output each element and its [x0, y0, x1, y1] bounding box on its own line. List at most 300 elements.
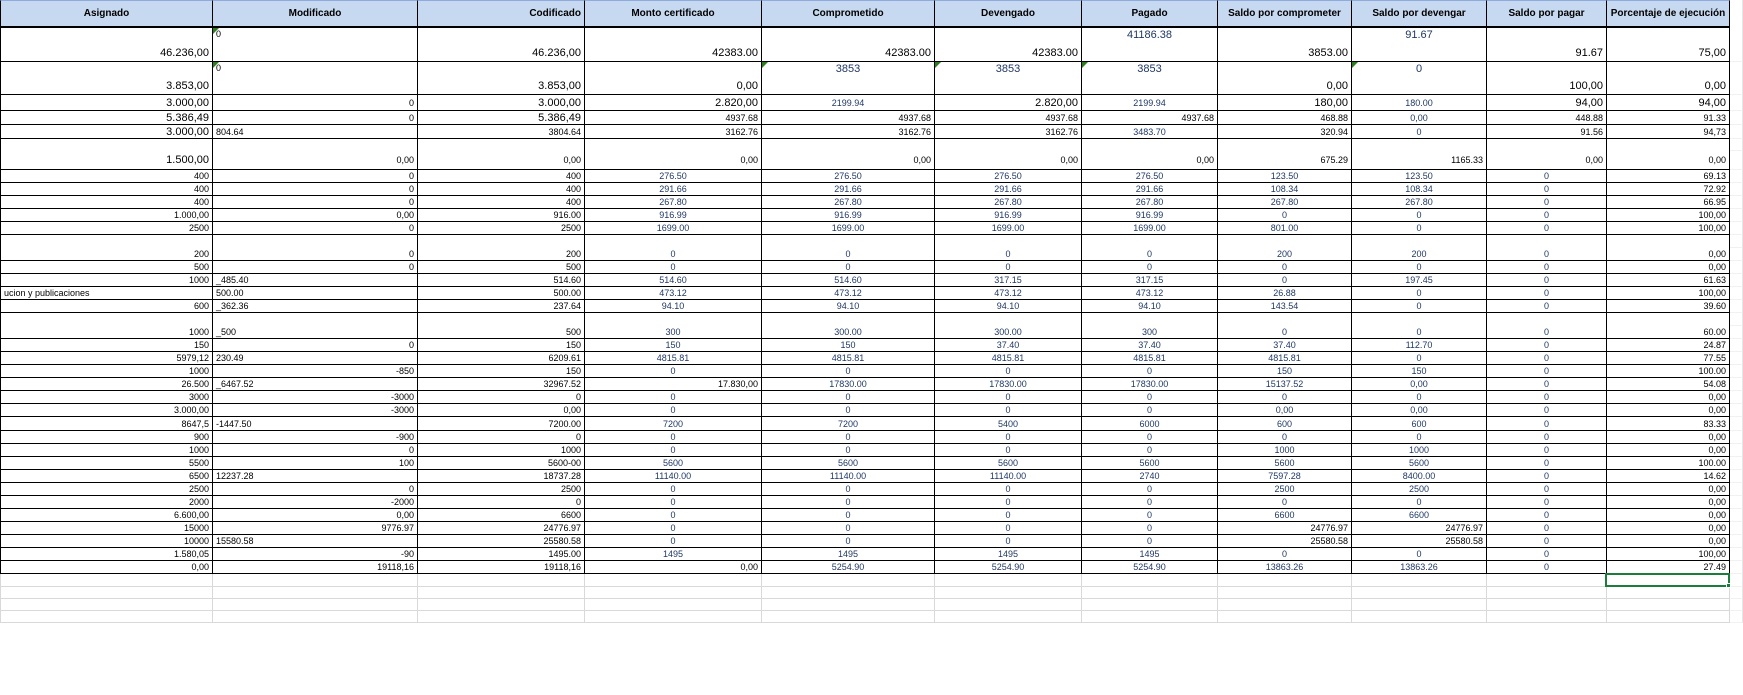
table-cell[interactable]: [0, 170, 213, 183]
table-cell[interactable]: [1082, 326, 1218, 339]
table-cell[interactable]: [418, 599, 585, 611]
table-cell[interactable]: [1082, 483, 1218, 496]
table-cell[interactable]: [1607, 261, 1730, 274]
table-cell[interactable]: [1607, 548, 1730, 561]
table-cell[interactable]: [1082, 587, 1218, 599]
table-cell[interactable]: [418, 574, 585, 587]
table-cell[interactable]: [585, 248, 762, 261]
table-cell[interactable]: [0, 391, 213, 404]
table-cell[interactable]: [1607, 209, 1730, 222]
table-cell[interactable]: [1487, 261, 1607, 274]
table-cell[interactable]: [1352, 28, 1487, 62]
table-cell[interactable]: [418, 222, 585, 235]
table-cell[interactable]: [585, 496, 762, 509]
table-cell[interactable]: [1352, 587, 1487, 599]
table-cell[interactable]: [1352, 300, 1487, 313]
table-cell[interactable]: [1607, 611, 1730, 623]
table-cell[interactable]: [1218, 183, 1352, 196]
table-cell[interactable]: [1082, 235, 1218, 248]
table-cell[interactable]: [762, 95, 935, 111]
table-cell[interactable]: [935, 483, 1082, 496]
table-cell[interactable]: [0, 62, 213, 95]
table-cell[interactable]: [1607, 509, 1730, 522]
table-cell[interactable]: [935, 274, 1082, 287]
table-cell[interactable]: [935, 391, 1082, 404]
column-header[interactable]: Devengado: [935, 0, 1082, 28]
table-cell[interactable]: [1082, 378, 1218, 391]
table-cell[interactable]: [935, 326, 1082, 339]
table-cell[interactable]: [418, 522, 585, 535]
table-cell[interactable]: [1607, 196, 1730, 209]
table-cell[interactable]: [762, 611, 935, 623]
table-cell[interactable]: [1352, 248, 1487, 261]
table-cell[interactable]: [1352, 444, 1487, 457]
table-cell[interactable]: [1352, 151, 1487, 170]
table-cell[interactable]: [1352, 599, 1487, 611]
table-cell[interactable]: [1352, 183, 1487, 196]
table-cell[interactable]: [762, 170, 935, 183]
table-cell[interactable]: [762, 139, 935, 151]
table-cell[interactable]: [935, 261, 1082, 274]
table-cell[interactable]: [213, 561, 418, 574]
table-cell[interactable]: [1607, 365, 1730, 378]
table-cell[interactable]: [0, 125, 213, 139]
table-cell[interactable]: [585, 313, 762, 326]
table-cell[interactable]: [213, 509, 418, 522]
table-cell[interactable]: [762, 457, 935, 470]
table-cell[interactable]: [585, 391, 762, 404]
table-cell[interactable]: [213, 139, 418, 151]
table-cell[interactable]: [1607, 483, 1730, 496]
table-cell[interactable]: [762, 561, 935, 574]
table-cell[interactable]: [585, 470, 762, 483]
table-cell[interactable]: [585, 287, 762, 300]
table-cell[interactable]: [1607, 95, 1730, 111]
table-cell[interactable]: [935, 444, 1082, 457]
table-cell[interactable]: [418, 248, 585, 261]
table-cell[interactable]: [1082, 196, 1218, 209]
table-cell[interactable]: [935, 28, 1082, 62]
table-cell[interactable]: [0, 95, 213, 111]
table-cell[interactable]: [1487, 587, 1607, 599]
table-cell[interactable]: [418, 261, 585, 274]
table-cell[interactable]: [213, 378, 418, 391]
table-cell[interactable]: [762, 209, 935, 222]
table-cell[interactable]: [1352, 522, 1487, 535]
table-cell[interactable]: [1487, 431, 1607, 444]
table-cell[interactable]: [1487, 378, 1607, 391]
table-cell[interactable]: [213, 151, 418, 170]
table-cell[interactable]: [935, 62, 1082, 95]
table-cell[interactable]: [1218, 404, 1352, 417]
table-cell[interactable]: [0, 287, 213, 300]
table-cell[interactable]: [213, 548, 418, 561]
table-cell[interactable]: [1487, 170, 1607, 183]
table-cell[interactable]: [418, 352, 585, 365]
table-cell[interactable]: [1607, 352, 1730, 365]
table-cell[interactable]: [0, 209, 213, 222]
table-cell[interactable]: [1487, 509, 1607, 522]
table-cell[interactable]: [935, 235, 1082, 248]
table-cell[interactable]: [1607, 391, 1730, 404]
table-cell[interactable]: [1352, 611, 1487, 623]
table-cell[interactable]: [585, 599, 762, 611]
table-cell[interactable]: [585, 125, 762, 139]
table-cell[interactable]: [935, 404, 1082, 417]
table-cell[interactable]: [762, 287, 935, 300]
table-cell[interactable]: [418, 209, 585, 222]
table-cell[interactable]: [762, 125, 935, 139]
table-cell[interactable]: [418, 587, 585, 599]
table-cell[interactable]: [213, 457, 418, 470]
table-cell[interactable]: [213, 404, 418, 417]
table-cell[interactable]: [1082, 222, 1218, 235]
table-cell[interactable]: [213, 391, 418, 404]
table-cell[interactable]: [762, 235, 935, 248]
table-cell[interactable]: [585, 111, 762, 125]
table-cell[interactable]: [418, 196, 585, 209]
table-cell[interactable]: [1218, 209, 1352, 222]
table-cell[interactable]: [1218, 261, 1352, 274]
table-cell[interactable]: [935, 457, 1082, 470]
table-cell[interactable]: [1487, 139, 1607, 151]
table-cell[interactable]: [762, 196, 935, 209]
table-cell[interactable]: [585, 574, 762, 587]
column-header[interactable]: Asignado: [0, 0, 213, 28]
table-cell[interactable]: [935, 222, 1082, 235]
table-cell[interactable]: [935, 548, 1082, 561]
table-cell[interactable]: [1487, 417, 1607, 431]
table-cell[interactable]: [585, 300, 762, 313]
table-cell[interactable]: [213, 339, 418, 352]
table-cell[interactable]: [213, 611, 418, 623]
table-cell[interactable]: [1352, 496, 1487, 509]
table-cell[interactable]: [0, 599, 213, 611]
table-cell[interactable]: [0, 183, 213, 196]
table-cell[interactable]: [585, 95, 762, 111]
table-cell[interactable]: [1607, 300, 1730, 313]
table-cell[interactable]: [585, 209, 762, 222]
column-header[interactable]: Codificado: [418, 0, 585, 28]
table-cell[interactable]: [213, 222, 418, 235]
table-cell[interactable]: [935, 365, 1082, 378]
table-cell[interactable]: [1082, 431, 1218, 444]
table-cell[interactable]: [585, 261, 762, 274]
table-cell[interactable]: [1487, 125, 1607, 139]
table-cell[interactable]: [935, 535, 1082, 548]
table-cell[interactable]: [585, 274, 762, 287]
table-cell[interactable]: [1218, 574, 1352, 587]
table-cell[interactable]: [0, 470, 213, 483]
table-cell[interactable]: [585, 444, 762, 457]
table-cell[interactable]: [1218, 444, 1352, 457]
table-cell[interactable]: [1487, 404, 1607, 417]
table-cell[interactable]: [762, 313, 935, 326]
table-cell[interactable]: [1218, 548, 1352, 561]
table-cell[interactable]: [1607, 326, 1730, 339]
table-cell[interactable]: [1082, 611, 1218, 623]
table-cell[interactable]: [1487, 300, 1607, 313]
table-cell[interactable]: [0, 196, 213, 209]
table-cell[interactable]: [585, 548, 762, 561]
table-cell[interactable]: [1352, 274, 1487, 287]
table-cell[interactable]: [1487, 365, 1607, 378]
table-cell[interactable]: [762, 599, 935, 611]
table-cell[interactable]: [213, 417, 418, 431]
table-cell[interactable]: [418, 339, 585, 352]
table-cell[interactable]: [1082, 444, 1218, 457]
table-cell[interactable]: [1218, 313, 1352, 326]
table-cell[interactable]: [0, 457, 213, 470]
table-cell[interactable]: [935, 209, 1082, 222]
table-cell[interactable]: [762, 111, 935, 125]
table-cell[interactable]: [1487, 235, 1607, 248]
table-cell[interactable]: [1607, 574, 1730, 587]
table-cell[interactable]: [1487, 391, 1607, 404]
table-cell[interactable]: [1218, 417, 1352, 431]
table-cell[interactable]: [418, 326, 585, 339]
table-cell[interactable]: [585, 339, 762, 352]
table-cell[interactable]: [0, 326, 213, 339]
table-cell[interactable]: [1352, 431, 1487, 444]
table-cell[interactable]: [585, 404, 762, 417]
table-cell[interactable]: [1082, 261, 1218, 274]
table-cell[interactable]: [1218, 611, 1352, 623]
table-cell[interactable]: [1218, 391, 1352, 404]
table-cell[interactable]: [762, 496, 935, 509]
table-cell[interactable]: [762, 417, 935, 431]
table-cell[interactable]: [418, 95, 585, 111]
table-cell[interactable]: [213, 352, 418, 365]
table-cell[interactable]: [213, 209, 418, 222]
table-cell[interactable]: [1082, 139, 1218, 151]
table-cell[interactable]: [1352, 509, 1487, 522]
table-cell[interactable]: [1487, 444, 1607, 457]
table-cell[interactable]: [1082, 28, 1218, 62]
table-cell[interactable]: [1352, 125, 1487, 139]
table-cell[interactable]: [0, 535, 213, 548]
table-cell[interactable]: [1487, 274, 1607, 287]
table-cell[interactable]: [1218, 599, 1352, 611]
table-cell[interactable]: [585, 352, 762, 365]
table-cell[interactable]: [0, 300, 213, 313]
fill-handle[interactable]: [1726, 583, 1731, 588]
table-cell[interactable]: [1082, 365, 1218, 378]
table-cell[interactable]: [1218, 457, 1352, 470]
table-cell[interactable]: [1607, 587, 1730, 599]
table-cell[interactable]: [1487, 248, 1607, 261]
table-cell[interactable]: [418, 391, 585, 404]
table-cell[interactable]: [1487, 313, 1607, 326]
table-cell[interactable]: [935, 287, 1082, 300]
table-cell[interactable]: [0, 378, 213, 391]
table-cell[interactable]: [762, 522, 935, 535]
table-cell[interactable]: [1082, 535, 1218, 548]
table-cell[interactable]: [0, 28, 213, 62]
table-cell[interactable]: [762, 248, 935, 261]
table-cell[interactable]: [1082, 111, 1218, 125]
table-cell[interactable]: [1082, 125, 1218, 139]
selected-cell[interactable]: [1605, 573, 1730, 587]
table-cell[interactable]: [935, 170, 1082, 183]
table-cell[interactable]: [935, 248, 1082, 261]
table-cell[interactable]: [1352, 95, 1487, 111]
table-cell[interactable]: [762, 300, 935, 313]
table-cell[interactable]: [1082, 95, 1218, 111]
table-cell[interactable]: [0, 483, 213, 496]
table-cell[interactable]: [1607, 183, 1730, 196]
table-cell[interactable]: [1218, 235, 1352, 248]
table-cell[interactable]: [1487, 548, 1607, 561]
table-cell[interactable]: [1487, 339, 1607, 352]
table-cell[interactable]: [762, 274, 935, 287]
table-cell[interactable]: [1218, 378, 1352, 391]
column-header[interactable]: Pagado: [1082, 0, 1218, 28]
table-cell[interactable]: [935, 522, 1082, 535]
table-cell[interactable]: [213, 95, 418, 111]
table-cell[interactable]: [1607, 404, 1730, 417]
table-cell[interactable]: [0, 139, 213, 151]
table-cell[interactable]: [762, 404, 935, 417]
table-cell[interactable]: [1352, 222, 1487, 235]
table-cell[interactable]: [213, 183, 418, 196]
table-cell[interactable]: [1218, 470, 1352, 483]
table-cell[interactable]: [1352, 378, 1487, 391]
table-cell[interactable]: [213, 248, 418, 261]
table-cell[interactable]: [935, 611, 1082, 623]
table-cell[interactable]: [1487, 352, 1607, 365]
table-cell[interactable]: [0, 611, 213, 623]
table-cell[interactable]: [213, 62, 418, 95]
column-header[interactable]: Saldo por devengar: [1352, 0, 1487, 28]
table-cell[interactable]: [1082, 548, 1218, 561]
table-cell[interactable]: [762, 431, 935, 444]
table-cell[interactable]: [1607, 287, 1730, 300]
table-cell[interactable]: [585, 483, 762, 496]
table-cell[interactable]: [213, 365, 418, 378]
table-cell[interactable]: [0, 431, 213, 444]
table-cell[interactable]: [1487, 574, 1607, 587]
table-cell[interactable]: [935, 561, 1082, 574]
table-cell[interactable]: [1607, 599, 1730, 611]
table-cell[interactable]: [585, 62, 762, 95]
table-cell[interactable]: [1607, 170, 1730, 183]
table-cell[interactable]: [418, 378, 585, 391]
table-cell[interactable]: [418, 300, 585, 313]
table-cell[interactable]: [585, 509, 762, 522]
table-cell[interactable]: [1218, 151, 1352, 170]
table-cell[interactable]: [1218, 496, 1352, 509]
table-cell[interactable]: [1218, 326, 1352, 339]
table-cell[interactable]: [1607, 431, 1730, 444]
table-cell[interactable]: [585, 365, 762, 378]
table-cell[interactable]: [1218, 365, 1352, 378]
table-cell[interactable]: [418, 417, 585, 431]
table-cell[interactable]: [935, 574, 1082, 587]
table-cell[interactable]: [418, 509, 585, 522]
table-cell[interactable]: [1607, 522, 1730, 535]
table-cell[interactable]: [1218, 287, 1352, 300]
table-cell[interactable]: [1352, 417, 1487, 431]
table-cell[interactable]: [418, 611, 585, 623]
table-cell[interactable]: [1607, 248, 1730, 261]
table-cell[interactable]: [762, 574, 935, 587]
table-cell[interactable]: [935, 587, 1082, 599]
table-cell[interactable]: [1352, 313, 1487, 326]
table-cell[interactable]: [585, 326, 762, 339]
table-cell[interactable]: [418, 457, 585, 470]
table-cell[interactable]: [1487, 483, 1607, 496]
table-cell[interactable]: [213, 287, 418, 300]
table-cell[interactable]: [1487, 522, 1607, 535]
table-cell[interactable]: [585, 222, 762, 235]
table-cell[interactable]: [1487, 28, 1607, 62]
table-cell[interactable]: [935, 470, 1082, 483]
table-cell[interactable]: [1082, 352, 1218, 365]
table-cell[interactable]: [213, 261, 418, 274]
table-cell[interactable]: [762, 365, 935, 378]
table-cell[interactable]: [213, 574, 418, 587]
table-cell[interactable]: [418, 139, 585, 151]
table-cell[interactable]: [1607, 313, 1730, 326]
table-cell[interactable]: [1218, 111, 1352, 125]
table-cell[interactable]: [1352, 404, 1487, 417]
table-cell[interactable]: [1218, 509, 1352, 522]
table-cell[interactable]: [935, 496, 1082, 509]
table-cell[interactable]: [935, 599, 1082, 611]
table-cell[interactable]: [1487, 287, 1607, 300]
table-cell[interactable]: [0, 444, 213, 457]
table-cell[interactable]: [935, 95, 1082, 111]
table-cell[interactable]: [1082, 496, 1218, 509]
table-cell[interactable]: [1352, 235, 1487, 248]
column-header[interactable]: Monto certificado: [585, 0, 762, 28]
table-cell[interactable]: [0, 548, 213, 561]
table-cell[interactable]: [1218, 431, 1352, 444]
table-cell[interactable]: [418, 62, 585, 95]
table-cell[interactable]: [1352, 574, 1487, 587]
table-cell[interactable]: [0, 417, 213, 431]
table-cell[interactable]: [213, 125, 418, 139]
table-cell[interactable]: [0, 235, 213, 248]
table-cell[interactable]: [1487, 470, 1607, 483]
table-cell[interactable]: [1082, 391, 1218, 404]
table-cell[interactable]: [1082, 599, 1218, 611]
table-cell[interactable]: [418, 444, 585, 457]
table-cell[interactable]: [1218, 561, 1352, 574]
table-cell[interactable]: [935, 196, 1082, 209]
table-cell[interactable]: [1218, 196, 1352, 209]
table-cell[interactable]: [0, 561, 213, 574]
table-cell[interactable]: [1082, 339, 1218, 352]
table-cell[interactable]: [1607, 274, 1730, 287]
table-cell[interactable]: [418, 183, 585, 196]
table-cell[interactable]: [762, 548, 935, 561]
table-cell[interactable]: [1082, 151, 1218, 170]
table-cell[interactable]: [1218, 222, 1352, 235]
table-cell[interactable]: [1487, 95, 1607, 111]
table-cell[interactable]: [1082, 183, 1218, 196]
table-cell[interactable]: [935, 151, 1082, 170]
table-cell[interactable]: [418, 111, 585, 125]
table-cell[interactable]: [585, 139, 762, 151]
table-cell[interactable]: [935, 509, 1082, 522]
table-cell[interactable]: [418, 274, 585, 287]
table-cell[interactable]: [1487, 611, 1607, 623]
table-cell[interactable]: [935, 352, 1082, 365]
table-cell[interactable]: [0, 222, 213, 235]
table-cell[interactable]: [762, 587, 935, 599]
